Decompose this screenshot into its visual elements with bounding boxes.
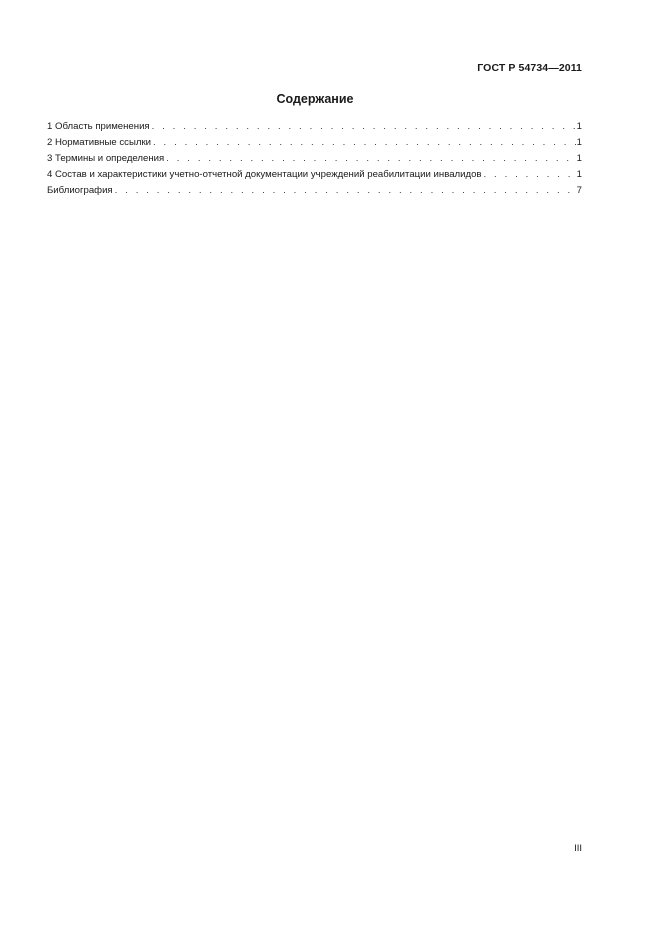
- toc-dot-leader: [152, 119, 576, 135]
- toc-entry[interactable]: [47, 151, 582, 167]
- toc-entry-label: 3 Термины и определения: [47, 153, 165, 164]
- toc-dot-leader: [166, 151, 575, 167]
- document-code: ГОСТ Р 54734—2011: [477, 62, 582, 74]
- toc-entry-page: 1: [576, 137, 582, 148]
- toc-entry-label: 2 Нормативные ссылки: [47, 137, 152, 148]
- toc-entry-page: 1: [576, 169, 582, 180]
- toc-entry-page: 1: [576, 121, 582, 132]
- toc-entry-label: 4 Состав и характеристики учетно-отчетной документации учреждений реабилитации инвалидов: [47, 169, 482, 180]
- toc-title: Содержание: [276, 92, 354, 106]
- toc-entry[interactable]: [47, 167, 582, 183]
- table-of-contents: [47, 119, 582, 199]
- toc-dot-leader: [484, 167, 576, 183]
- toc-dot-leader: [153, 135, 576, 151]
- toc-entry-label: 1 Область применения: [47, 121, 150, 132]
- toc-entry[interactable]: [47, 183, 582, 199]
- toc-entry[interactable]: [47, 135, 582, 151]
- toc-entry-page: 1: [576, 153, 582, 164]
- page-number: III: [574, 843, 582, 854]
- toc-dot-leader: [115, 183, 576, 199]
- toc-entry-page: 7: [576, 185, 582, 196]
- toc-entry[interactable]: [47, 119, 582, 135]
- toc-entry-label: Библиография: [47, 185, 113, 196]
